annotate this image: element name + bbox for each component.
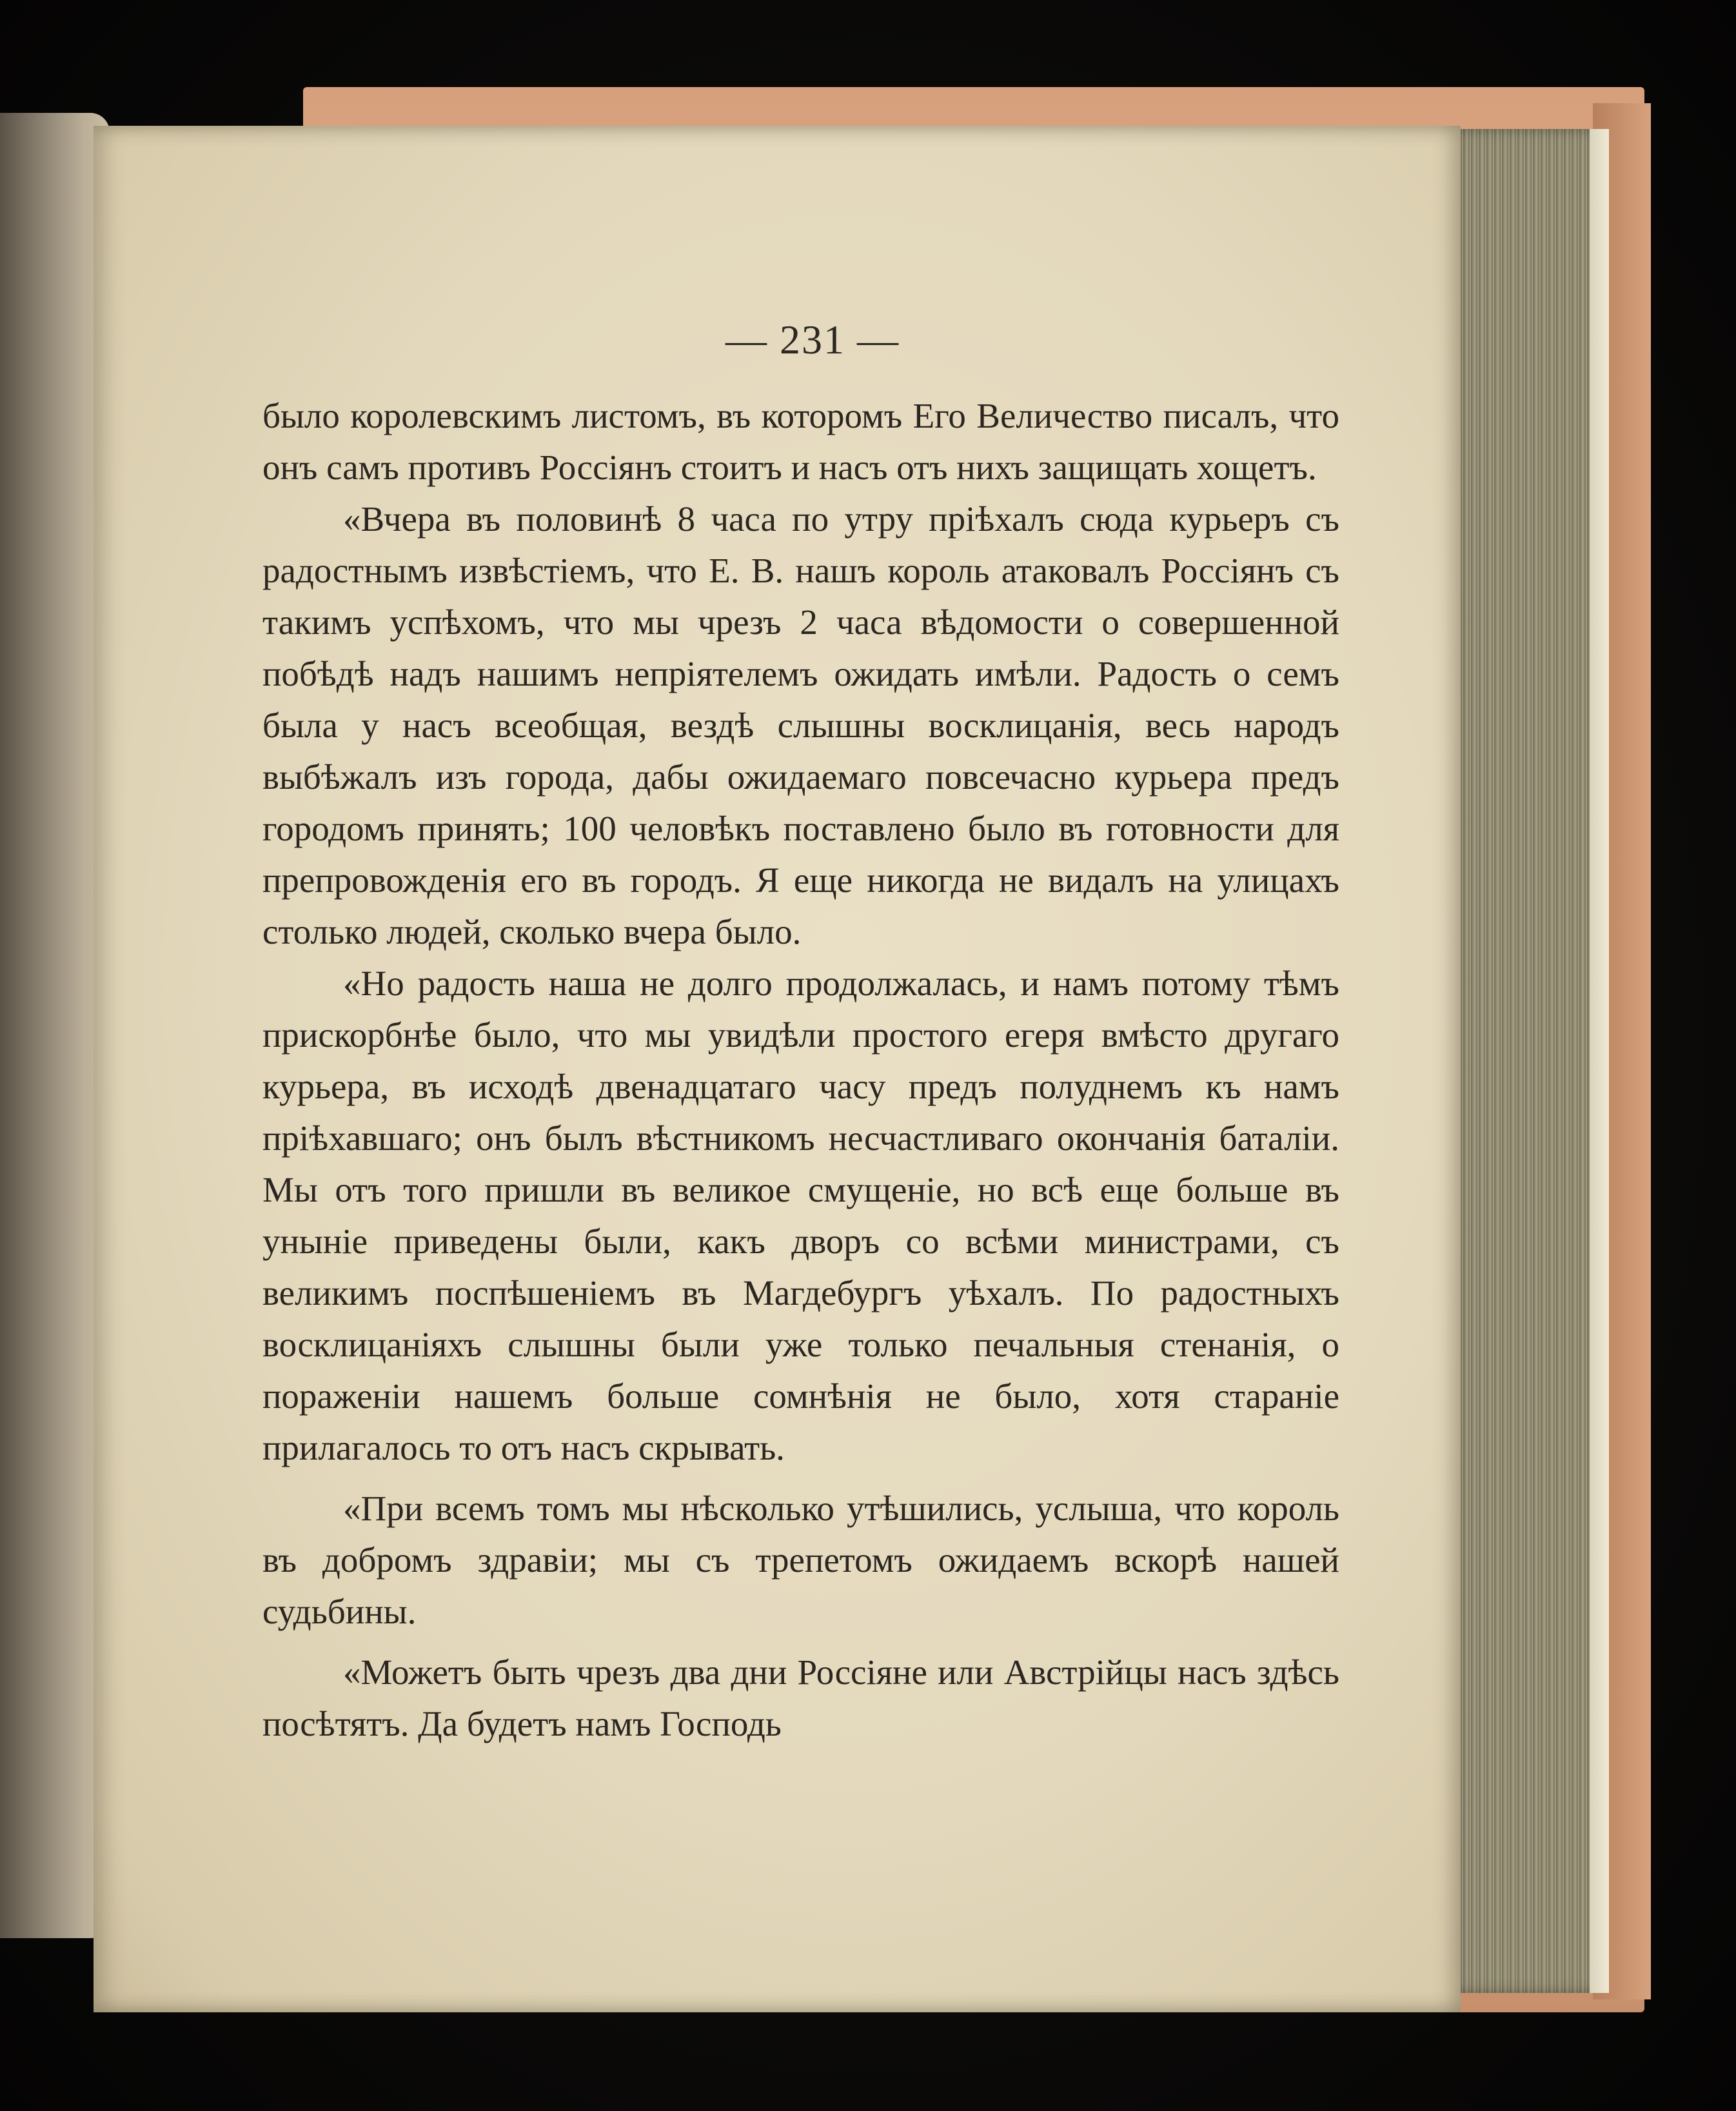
page-block-edge [1448, 129, 1609, 1993]
page-text [262, 390, 1339, 1750]
page-number: — 231 — [725, 317, 900, 362]
paragraph-3: «Но радость наша не долго продолжалась, и намъ потому тѣмъ прискорбнѣе было, что мы увидѣли простого егеря вмѣсто другаго курьера, въ исходѣ двенадцатаго часу предъ полуднемъ къ намъ пріѣхавшаго; онъ былъ вѣстникомъ несчастливаго окончанія баталіи. Мы отъ того пришли въ великое смущеніе, но всѣ еще больше въ уныніе приведены были, какъ дворъ со всѣми министрами, съ великимъ поспѣшеніемъ въ Магдебургъ уѣхалъ. По радостныхъ восклицаніяхъ слышны были уже только печальныя стенанія, о пораженіи нашемъ больше сомнѣнія не было, хотя стараніе прилагалось то отъ насъ скрывать. [262, 964, 1339, 1467]
paragraph-4: «При всемъ томъ мы нѣсколько утѣшились, услыша, что король въ добромъ здравіи; мы съ трепетомъ ожидаемъ вскорѣ нашей судьбины. [262, 1489, 1339, 1631]
book-page [94, 126, 1461, 2012]
paragraph-2: «Вчера въ половинѣ 8 часа по утру пріѣхалъ сюда курьеръ съ радостнымъ извѣстіемъ, что Е. В. нашъ король атаковалъ Россіянъ съ такимъ успѣхомъ, что мы чрезъ 2 часа вѣдомости о совершенной побѣдѣ надъ нашимъ непріятелемъ ожидать имѣли. Радость о семъ была у насъ всеобщая, вездѣ слышны восклицанія, весь народъ выбѣжалъ изъ города, дабы ожидаемаго повсечасно курьера предъ городомъ принять; 100 человѣкъ поставлено было въ готовности для препровожденія его въ городъ. Я еще никогда не видалъ на улицахъ столько людей, сколько вчера было. [262, 499, 1339, 951]
paragraph-5: «Можетъ быть чрезъ два дни Россіяне или Австрійцы насъ здѣсь посѣтятъ. Да будетъ намъ Господь [262, 1652, 1339, 1743]
paragraph-1: было королевскимъ листомъ, въ которомъ Его Величество писалъ, что онъ самъ противъ Россіянъ стоитъ и насъ отъ нихъ защищать хощетъ. [262, 396, 1339, 487]
